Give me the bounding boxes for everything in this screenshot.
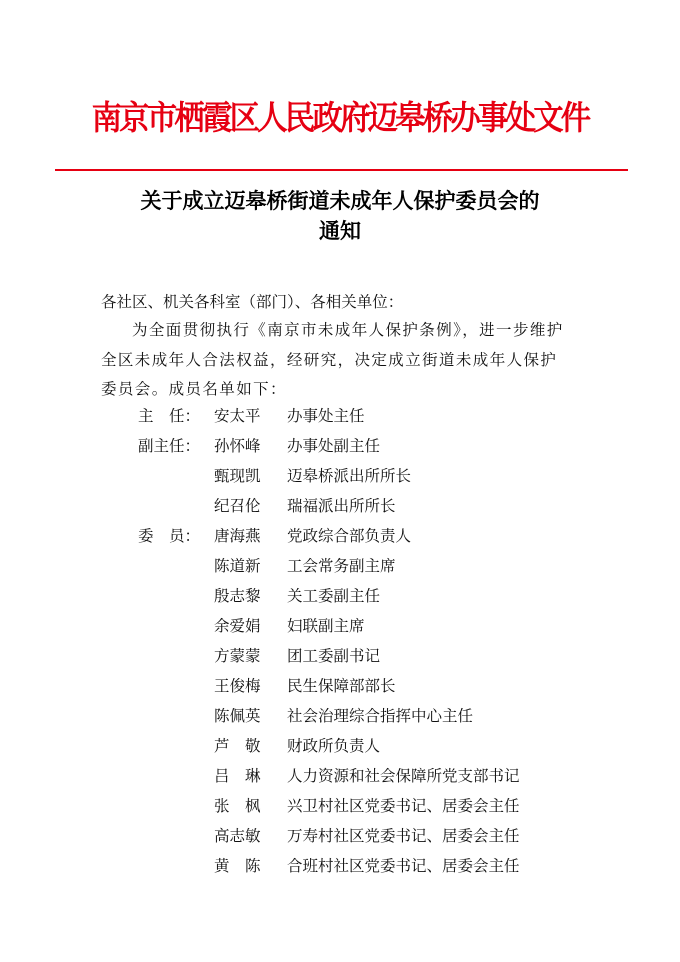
member-post: 办事处主任 bbox=[287, 407, 365, 425]
member-name: 甄现凯 bbox=[214, 467, 261, 485]
title-line-1: 关于成立迈皋桥街道未成年人保护委员会的 bbox=[140, 188, 540, 213]
member-post: 合班村社区党委书记、居委会主任 bbox=[287, 857, 520, 875]
member-row bbox=[0, 704, 680, 728]
member-name: 陈佩英 bbox=[214, 707, 261, 725]
member-row bbox=[0, 734, 680, 758]
member-row bbox=[0, 854, 680, 878]
red-divider-line bbox=[55, 169, 628, 171]
member-name: 唐海燕 bbox=[214, 527, 261, 545]
member-post: 人力资源和社会保障所党支部书记 bbox=[287, 767, 520, 785]
member-row bbox=[0, 524, 680, 548]
member-row bbox=[0, 644, 680, 668]
member-row bbox=[0, 794, 680, 818]
title-line-2: 通知 bbox=[319, 218, 361, 243]
member-name: 芦 敬 bbox=[214, 737, 261, 755]
member-name: 殷志黎 bbox=[214, 587, 261, 605]
member-name: 高志敏 bbox=[214, 827, 261, 845]
member-name: 余爱娟 bbox=[214, 617, 261, 635]
member-row bbox=[0, 614, 680, 638]
member-role: 主 任： bbox=[138, 407, 201, 425]
member-post: 妇联副主席 bbox=[287, 617, 365, 635]
member-post: 关工委副主任 bbox=[287, 587, 381, 605]
masthead-title: 南京市栖霞区人民政府迈皋桥办事处文件 bbox=[91, 98, 589, 137]
member-name: 孙怀峰 bbox=[214, 437, 261, 455]
member-role: 委 员： bbox=[138, 527, 201, 545]
member-row bbox=[0, 764, 680, 788]
member-name: 王俊梅 bbox=[214, 677, 261, 695]
member-name: 纪召伦 bbox=[214, 497, 261, 515]
member-name: 张 枫 bbox=[214, 797, 261, 815]
member-row bbox=[0, 434, 680, 458]
salutation: 各社区、机关各科室（部门）、各相关单位： bbox=[101, 293, 404, 311]
member-post: 兴卫村社区党委书记、居委会主任 bbox=[287, 797, 520, 815]
member-row bbox=[0, 674, 680, 698]
member-name: 黄 陈 bbox=[214, 857, 261, 875]
member-post: 迈皋桥派出所所长 bbox=[287, 467, 412, 485]
member-row bbox=[0, 824, 680, 848]
member-name: 方蒙蒙 bbox=[214, 647, 261, 665]
member-post: 办事处副主任 bbox=[287, 437, 381, 455]
body-paragraph: 为全面贯彻执行《南京市未成年人保护条例》，进一步维护全区未成年人合法权益，经研究，决定成立街道未成年人保护委员会。成员名单如下： bbox=[101, 321, 564, 398]
member-post: 社会治理综合指挥中心主任 bbox=[287, 707, 474, 725]
member-name: 吕 琳 bbox=[214, 767, 261, 785]
member-post: 民生保障部部长 bbox=[287, 677, 396, 695]
document-title bbox=[0, 186, 680, 246]
member-name: 安太平 bbox=[214, 407, 261, 425]
member-row bbox=[0, 584, 680, 608]
member-post: 工会常务副主席 bbox=[287, 557, 396, 575]
member-name: 陈道新 bbox=[214, 557, 261, 575]
member-post: 财政所负责人 bbox=[287, 737, 381, 755]
member-row bbox=[0, 494, 680, 518]
member-role: 副主任： bbox=[138, 437, 201, 455]
member-row bbox=[0, 464, 680, 488]
member-post: 团工委副书记 bbox=[287, 647, 381, 665]
member-post: 万寿村社区党委书记、居委会主任 bbox=[287, 827, 520, 845]
member-post: 瑞福派出所所长 bbox=[287, 497, 396, 515]
member-row bbox=[0, 404, 680, 428]
member-row bbox=[0, 554, 680, 578]
member-post: 党政综合部负责人 bbox=[287, 527, 412, 545]
